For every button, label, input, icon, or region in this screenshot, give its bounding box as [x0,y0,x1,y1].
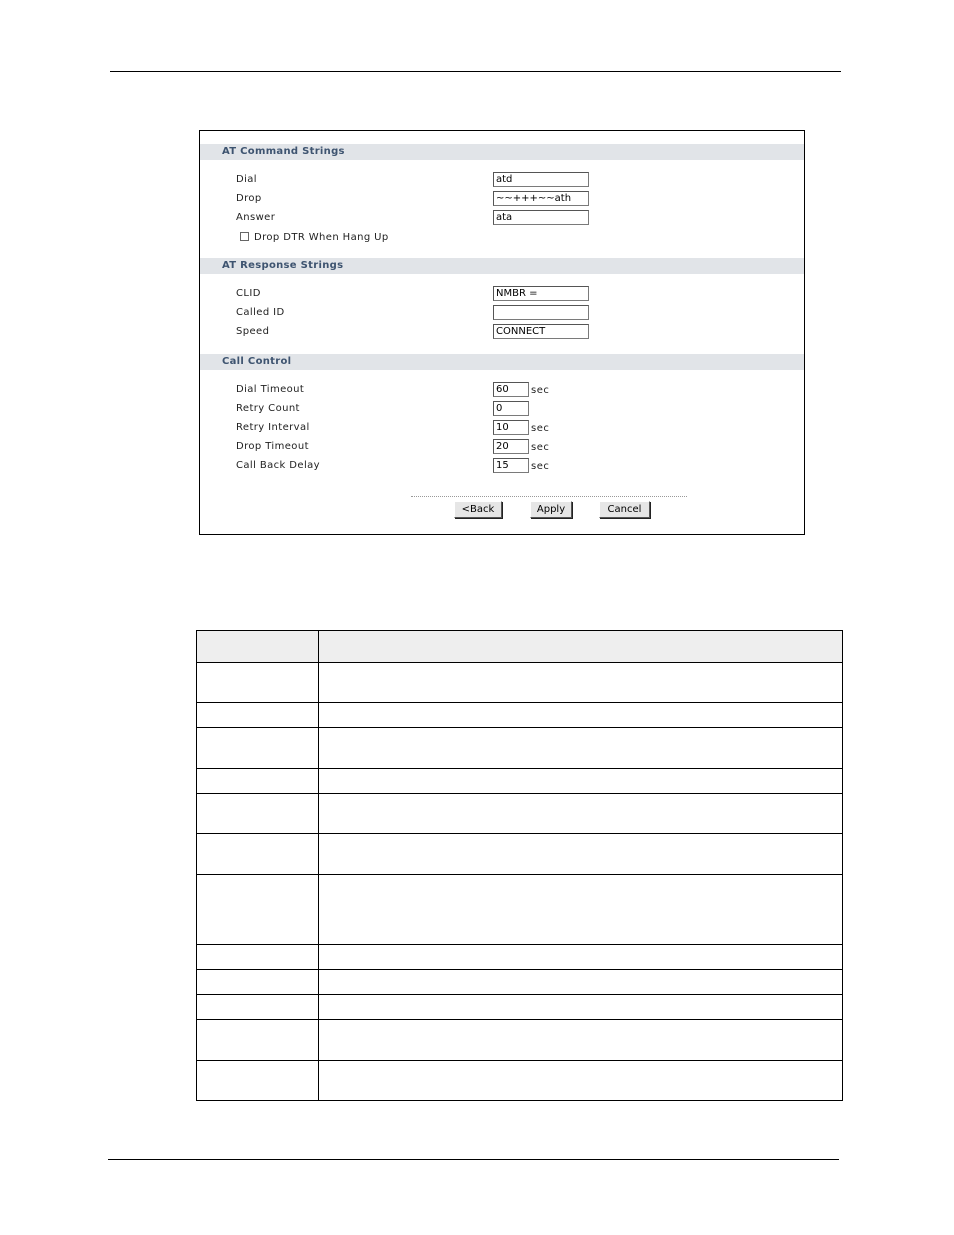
table-cell [319,1061,843,1101]
table-cell [197,1020,319,1061]
call-back-delay-input[interactable] [493,458,529,473]
drop-label: Drop [236,193,262,204]
drop-dtr-checkbox[interactable] [240,232,249,241]
table-header-cell [319,631,843,663]
advanced-setup-panel [199,130,805,535]
table-cell [319,995,843,1020]
dial-input[interactable] [493,172,589,187]
back-button[interactable]: <Back [454,501,502,518]
clid-input[interactable] [493,286,589,301]
section-header-call-control: Call Control [200,354,804,370]
table-row [197,1061,843,1101]
table-cell [197,834,319,875]
table-row [197,769,843,794]
table-row [197,794,843,834]
called-id-input[interactable] [493,305,589,320]
speed-label: Speed [236,326,270,337]
dial-label: Dial [236,174,257,185]
table-cell [319,1020,843,1061]
table-cell [319,970,843,995]
table-cell [197,945,319,970]
retry-count-input[interactable] [493,401,529,416]
section-header-at-command: AT Command Strings [200,144,804,160]
answer-input[interactable] [493,210,589,225]
table-cell [319,728,843,769]
footer-rule [108,1159,839,1160]
retry-count-label: Retry Count [236,403,300,414]
drop-timeout-unit: sec [531,442,550,453]
table-cell [319,794,843,834]
table-cell [319,703,843,728]
table-row [197,995,843,1020]
table-row [197,703,843,728]
table-row [197,945,843,970]
table-header-row [197,631,843,663]
drop-dtr-label: Drop DTR When Hang Up [254,232,389,243]
table-cell [197,995,319,1020]
speed-input[interactable] [493,324,589,339]
dial-timeout-unit: sec [531,385,550,396]
called-id-label: Called ID [236,307,285,318]
table-cell [319,875,843,945]
table-cell [319,834,843,875]
table-cell [197,794,319,834]
drop-timeout-input[interactable] [493,439,529,454]
table-row [197,970,843,995]
drop-input[interactable] [493,191,589,206]
clid-label: CLID [236,288,261,299]
table-cell [197,970,319,995]
table-cell [197,1061,319,1101]
table-header-cell [197,631,319,663]
table-cell [319,945,843,970]
call-back-delay-label: Call Back Delay [236,460,320,471]
table-cell [319,663,843,703]
field-description-table [196,630,843,1101]
dial-timeout-label: Dial Timeout [236,384,305,395]
drop-timeout-label: Drop Timeout [236,441,309,452]
retry-interval-input[interactable] [493,420,529,435]
table-cell [197,703,319,728]
table-cell [197,769,319,794]
cancel-button[interactable]: Cancel [599,501,650,518]
answer-label: Answer [236,212,276,223]
table-cell [197,875,319,945]
table-row [197,875,843,945]
table-cell [197,663,319,703]
table-row [197,1020,843,1061]
header-rule [110,71,841,72]
apply-button[interactable]: Apply [530,501,572,518]
button-separator [411,496,687,497]
dial-timeout-input[interactable] [493,382,529,397]
table-row [197,663,843,703]
table-row [197,834,843,875]
retry-interval-label: Retry Interval [236,422,310,433]
section-header-at-response: AT Response Strings [200,258,804,274]
table-cell [319,769,843,794]
table-row [197,728,843,769]
call-back-delay-unit: sec [531,461,550,472]
retry-interval-unit: sec [531,423,550,434]
table-cell [197,728,319,769]
